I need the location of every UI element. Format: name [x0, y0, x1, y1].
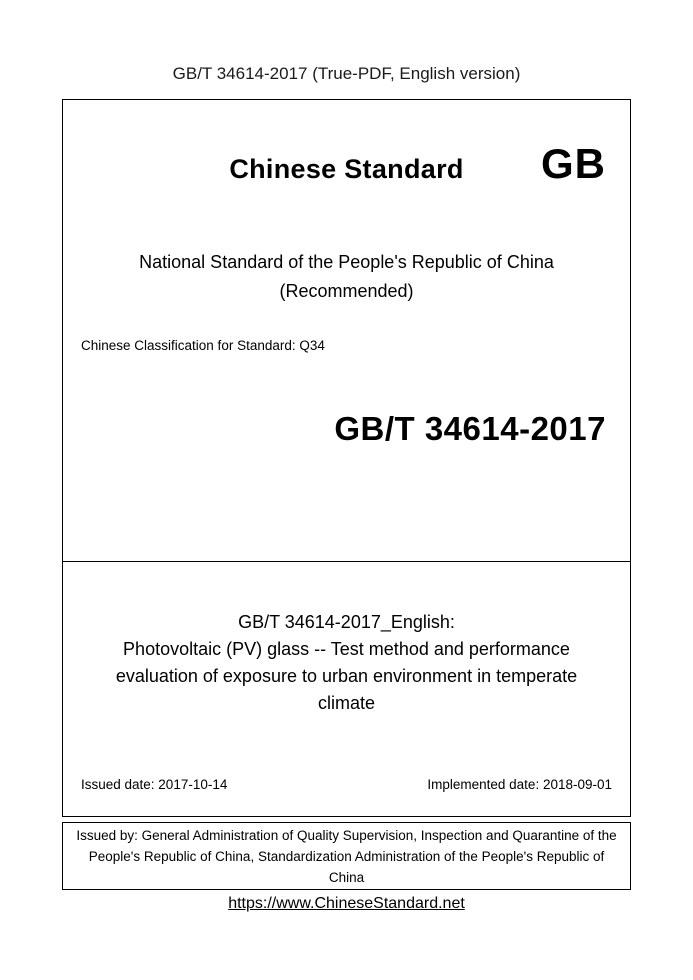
- national-standard-line-1: National Standard of the People's Republic of China: [139, 252, 554, 272]
- cover-frame: [62, 99, 631, 817]
- dates-row: [63, 777, 630, 795]
- issuer-text: Issued by: General Administration of Quality Supervision, Inspection and Quarantine of the People's Republic of China, Standardization Administration of the People's Republic of China: [76, 827, 617, 885]
- classification-text: Chinese Classification for Standard: Q34: [81, 338, 325, 353]
- implemented-date: Implemented date: 2018-09-01: [427, 777, 612, 792]
- cover-heading: Chinese Standard: [229, 154, 464, 184]
- page-header-title: GB/T 34614-2017 (True-PDF, English version): [172, 64, 521, 83]
- standard-title-block: [93, 609, 600, 717]
- national-standard-line-2: (Recommended): [279, 281, 414, 301]
- cover-lower-section: [63, 562, 630, 817]
- gb-logo: GB: [541, 140, 606, 187]
- national-standard-block: [63, 248, 630, 306]
- standard-number: GB/T 34614-2017: [334, 410, 606, 447]
- cover-upper-section: [63, 100, 630, 562]
- issued-date: Issued date: 2017-10-14: [81, 777, 228, 792]
- site-url-link[interactable]: https://www.ChineseStandard.net: [228, 895, 465, 912]
- issuer-frame: [62, 822, 631, 890]
- standard-title-english-label: GB/T 34614-2017_English:: [238, 612, 455, 632]
- standard-title-text: Photovoltaic (PV) glass -- Test method and performance evaluation of exposure to urban environment in temperate climate: [115, 639, 578, 713]
